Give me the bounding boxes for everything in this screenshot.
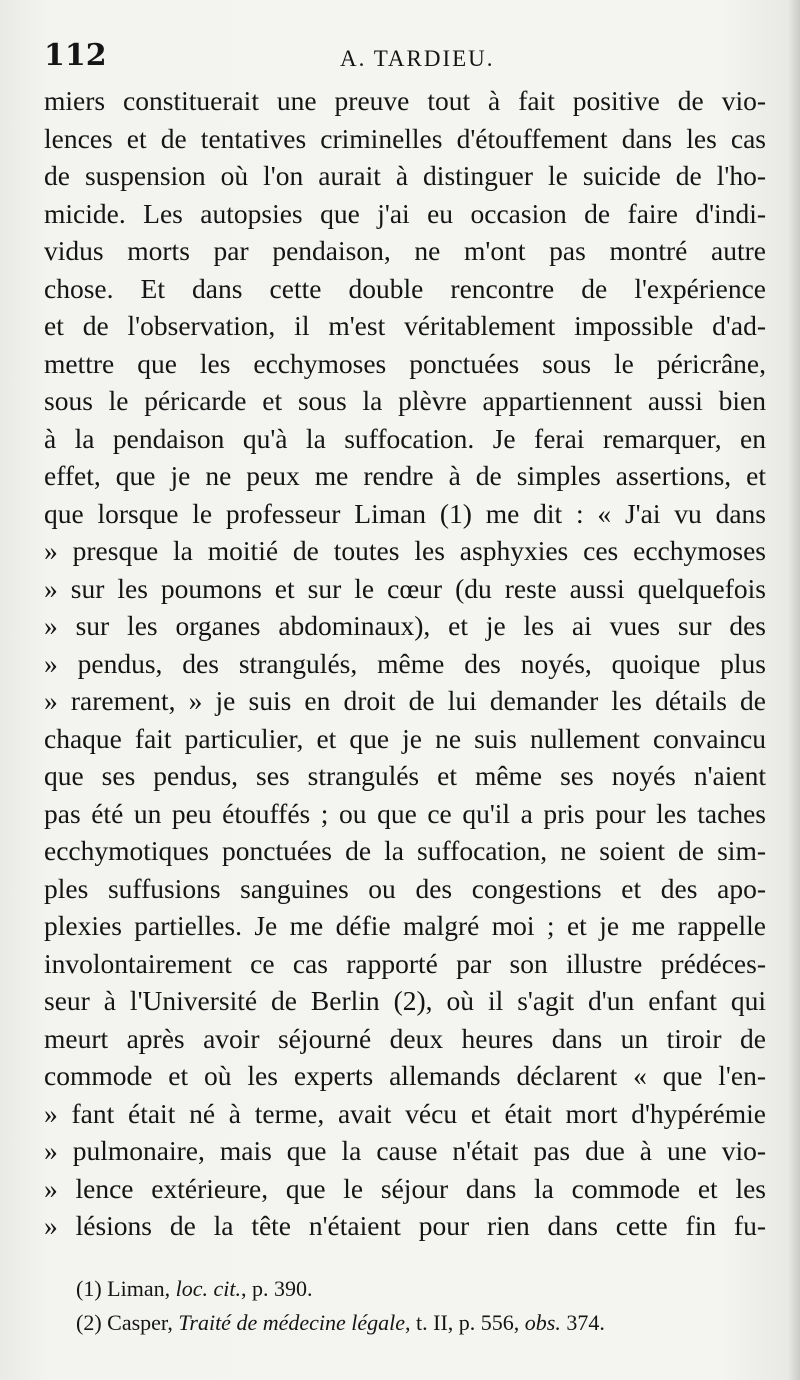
text-line: chaque fait particulier, et que je ne suis nullement convaincu [44,722,766,754]
text-line: ples suffusions sanguines ou des congestions et des apo- [44,872,766,904]
text-line: à la pendaison qu'à la suffocation. Je ferai remarquer, en [44,422,766,454]
footnotes [76,1272,696,1340]
text-line: que lorsque le professeur Liman (1) me dit : « J'ai vu dans [44,497,766,529]
footnote-author: Casper, [107,1310,173,1335]
text-line: mettre que les ecchymoses ponctuées sous le péricrâne, [44,347,766,379]
text-line: meurt après avoir séjourné deux heures dans un tiroir de [44,1022,766,1054]
footnote-obs: obs. [524,1310,561,1335]
text-line: commode et où les experts allemands déclarent « que l'en- [44,1060,766,1091]
footnote-ref: Traité de médecine légale [178,1310,406,1335]
text-line: » fant était né à terme, avait vécu et était mort d'hypérémie [44,1097,766,1129]
footnote-obs-number: 374. [566,1310,605,1335]
text-line: miers constituerait une preuve tout à fait positive de vio- [44,85,766,116]
footnote-marker: (1) [76,1276,102,1301]
footnote-author: Liman, [107,1276,171,1301]
page-header [44,38,764,78]
footnote-rest: , p. 390. [240,1276,313,1301]
footnote-2 [76,1306,696,1340]
text-line: et de l'observation, il m'est véritablement impossible d'ad- [44,310,766,341]
text-line: » pulmonaire, mais que la cause n'était pas due à une vio- [44,1135,766,1166]
text-line: micide. Les autopsies que j'ai eu occasion de faire d'indi- [44,197,766,229]
text-line: pas été un peu étouffés ; ou que ce qu'il a pris pour les taches [44,797,766,829]
running-head: A. TARDIEU. [340,46,495,71]
text-line: lences et de tentatives criminelles d'étouffement dans les cas [44,122,766,154]
text-line: involontairement ce cas rapporté par son illustre prédéces- [44,947,766,979]
text-line: » pendus, des strangulés, même des noyés, quoique plus [44,647,766,679]
page-number: 112 [44,38,107,73]
body-text [44,82,766,1245]
text-line: plexies partielles. Je me défie malgré moi ; et je me rappelle [44,910,766,941]
text-line: » lésions de la tête n'étaient pour rien dans cette fin fu- [44,1210,766,1241]
text-line: » sur les poumons et sur le cœur (du reste aussi quelquefois [44,572,766,604]
text-line: chose. Et dans cette double rencontre de l'expérience [44,272,766,304]
text-line: » lence extérieure, que le séjour dans la commode et les [44,1172,766,1204]
text-line: » sur les organes abdominaux), et je les ai vues sur des [44,610,766,641]
text-line: seur à l'Université de Berlin (2), où il s'agit d'un enfant qui [44,985,766,1016]
text-line: sous le péricarde et sous la plèvre appartiennent aussi bien [44,385,766,416]
footnote-marker: (2) [76,1310,102,1335]
text-line: » presque la moitié de toutes les asphyxies ces ecchymoses [44,535,766,566]
text-line: de suspension où l'on aurait à distinguer le suicide de l'ho- [44,160,766,191]
text-line: vidus morts par pendaison, ne m'ont pas montré autre [44,235,766,266]
text-line: ecchymotiques ponctuées de la suffocation, ne soient de sim- [44,835,766,866]
footnote-ref: loc. cit. [175,1276,241,1301]
footnote-1 [76,1272,696,1306]
text-line: que ses pendus, ses strangulés et même ses noyés n'aient [44,760,766,791]
footnote-rest: , t. II, p. 556, [405,1310,520,1335]
text-line: effet, que je ne peux me rendre à de simples assertions, et [44,460,766,491]
text-line: » rarement, » je suis en droit de lui demander les détails de [44,685,766,716]
page-edge-shadow [788,0,800,1380]
